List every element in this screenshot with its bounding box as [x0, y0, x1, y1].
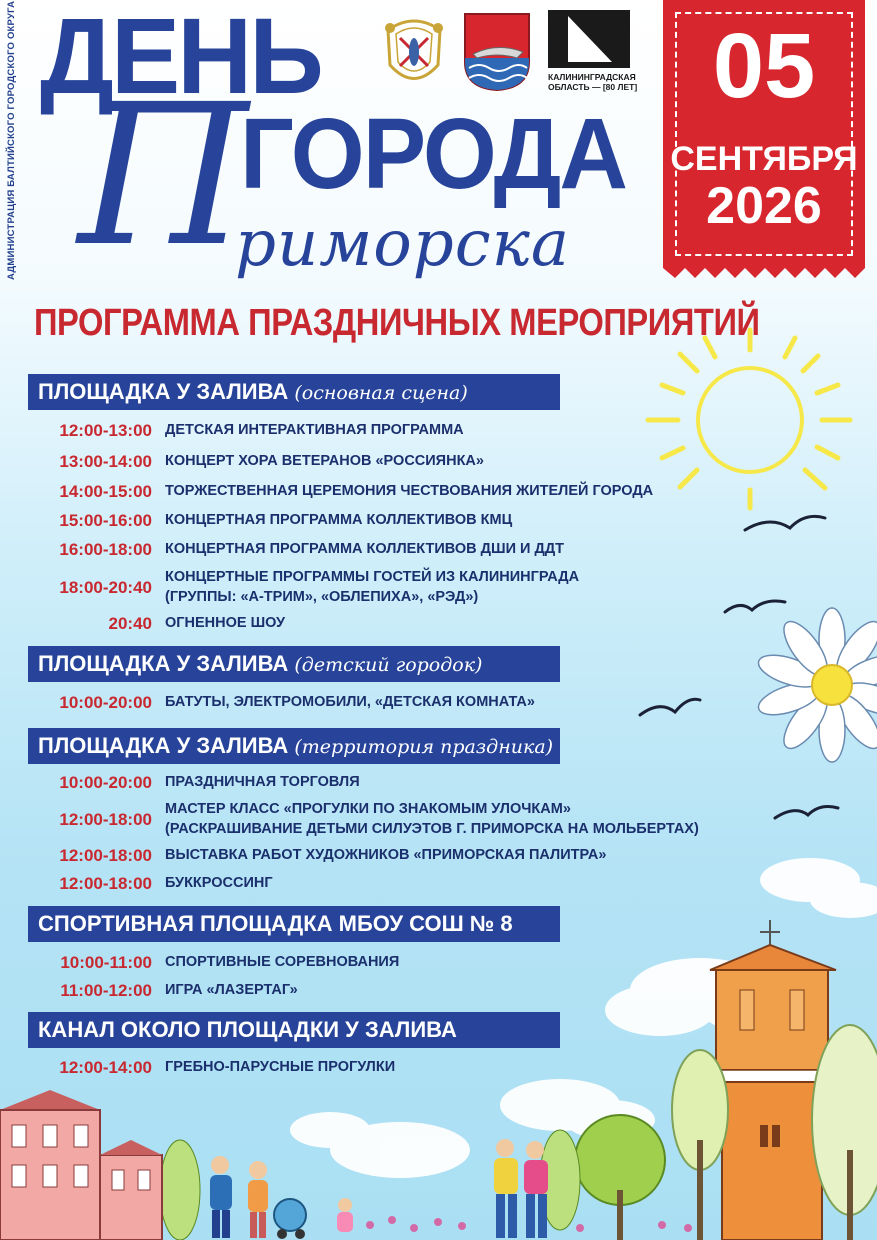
section-header-kids-town [28, 646, 560, 682]
section-header-canal [28, 1012, 560, 1048]
section-title: СПОРТИВНАЯ ПЛОЩАДКА МБОУ СОШ № 8 [38, 911, 513, 936]
date-day: 05 [712, 15, 816, 117]
event-description: МАСТЕР КЛАСС «ПРОГУЛКИ ПО ЗНАКОМЫМ УЛОЧКАМ» [165, 801, 571, 817]
event-description: ГРЕБНО-ПАРУСНЫЕ ПРОГУЛКИ [165, 1059, 396, 1075]
region-logo-caption [548, 72, 648, 92]
section-title: КАНАЛ ОКОЛО ПЛОЩАДКИ У ЗАЛИВА [38, 1017, 457, 1042]
event-description: СПОРТИВНЫЕ СОРЕВНОВАНИЯ [165, 954, 400, 970]
section-title: ПЛОЩАДКА У ЗАЛИВА [38, 379, 289, 404]
section-header-sports-ground [28, 906, 560, 942]
event-time: 11:00-12:00 [60, 981, 152, 1000]
event-time: 10:00-20:00 [59, 693, 152, 712]
building-icons [0, 1090, 162, 1240]
event-time: 20:40 [108, 614, 152, 633]
event-time: 12:00-18:00 [59, 810, 152, 829]
section-header-main-stage [28, 374, 560, 410]
section-header-festival-area [28, 728, 560, 764]
event-time: 10:00-11:00 [60, 953, 152, 972]
event-description: КОНЦЕРТНАЯ ПРОГРАММА КОЛЛЕКТИВОВ ДШИ И ДДТ [165, 541, 565, 557]
event-time: 12:00-18:00 [59, 874, 152, 893]
section-title: ПЛОЩАДКА У ЗАЛИВА [38, 651, 289, 676]
date-badge [663, 0, 865, 268]
event-description: ПРАЗДНИЧНАЯ ТОРГОВЛЯ [165, 774, 360, 790]
event-time: 12:00-13:00 [59, 421, 152, 440]
event-time: 12:00-14:00 [59, 1058, 152, 1077]
date-month: СЕНТЯБРЯ [670, 140, 858, 178]
title-den: ДЕНЬ [40, 0, 321, 116]
event-time: 18:00-20:40 [59, 578, 152, 597]
event-description: ИГРА «ЛАЗЕРТАГ» [165, 982, 298, 998]
section-subtitle: (территория праздника) [294, 736, 554, 758]
event-description: ВЫСТАВКА РАБОТ ХУДОЖНИКОВ «ПРИМОРСКАЯ ПАЛИТРА» [165, 847, 607, 863]
event-description: КОНЦЕРТ ХОРА ВЕТЕРАНОВ «РОССИЯНКА» [165, 453, 484, 469]
event-description: ДЕТСКАЯ ИНТЕРАКТИВНАЯ ПРОГРАММА [165, 422, 464, 438]
date-year: 2026 [706, 177, 822, 235]
section-subtitle: (основная сцена) [294, 382, 468, 404]
section-subtitle: (детский городок) [294, 654, 483, 676]
region-logo-line1: КАЛИНИНГРАДСКАЯ [548, 72, 636, 82]
coat-of-arms-icon [378, 10, 450, 96]
primorsk-coat-of-arms-icon [463, 12, 531, 92]
event-time: 12:00-18:00 [59, 846, 152, 865]
event-time: 14:00-15:00 [59, 482, 152, 501]
event-description: КОНЦЕРТНЫЕ ПРОГРАММЫ ГОСТЕЙ ИЗ КАЛИНИНГРАДА [165, 569, 580, 585]
title-goroda: ГОРОДА [240, 98, 627, 210]
region-logo-line2: ОБЛАСТЬ — [80 ЛЕТ] [548, 82, 638, 92]
title-primorska: риморска [235, 207, 570, 281]
event-time: 10:00-20:00 [59, 773, 152, 792]
administration-vertical-label: АДМИНИСТРАЦИЯ БАЛТИЙСКОГО ГОРОДСКОГО ОКРУГА [6, 0, 17, 280]
section-title: ПЛОЩАДКА У ЗАЛИВА [38, 733, 289, 758]
kaliningrad-region-logo-icon [548, 10, 630, 68]
event-description: КОНЦЕРТНАЯ ПРОГРАММА КОЛЛЕКТИВОВ КМЦ [165, 512, 513, 528]
title-initial-p: П [78, 62, 249, 289]
event-description-detail: (ГРУППЫ: «А-ТРИМ», «ОБЛЕПИХА», «РЭД») [165, 589, 479, 605]
event-description: ТОРЖЕСТВЕННАЯ ЦЕРЕМОНИЯ ЧЕСТВОВАНИЯ ЖИТЕЛЕЙ ГОРОДА [165, 483, 654, 499]
event-time: 13:00-14:00 [59, 452, 152, 471]
event-description: БАТУТЫ, ЭЛЕКТРОМОБИЛИ, «ДЕТСКАЯ КОМНАТА» [165, 694, 535, 710]
event-description: ОГНЕННОЕ ШОУ [165, 615, 286, 631]
program-title: ПРОГРАММА ПРАЗДНИЧНЫХ МЕРОПРИЯТИЙ [34, 302, 760, 344]
event-description-detail: (РАСКРАШИВАНИЕ ДЕТЬМИ СИЛУЭТОВ Г. ПРИМОРСКА НА МОЛЬБЕРТАХ) [165, 821, 699, 837]
date-badge-zigzag [663, 256, 865, 278]
event-description: БУККРОССИНГ [165, 875, 273, 891]
event-time: 16:00-18:00 [59, 540, 152, 559]
daisy-icon [755, 608, 877, 762]
event-time: 15:00-16:00 [59, 511, 152, 530]
